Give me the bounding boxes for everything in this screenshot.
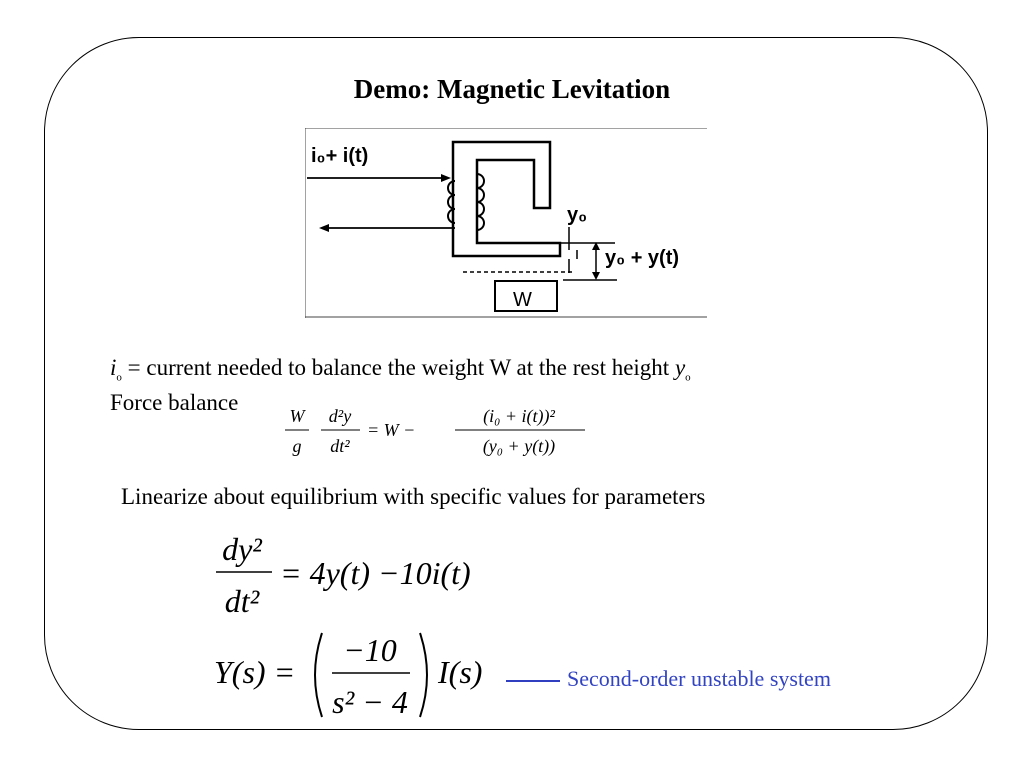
eq1-lhs1-den: g: [292, 436, 302, 456]
eq1-rhs-den: (y₀ + y(t)): [482, 436, 556, 456]
eq3-frac-num: −10: [343, 632, 397, 668]
eq1-rhs-num: (i₀ + i(t))²: [483, 406, 555, 426]
eq2-num: dy²: [222, 531, 262, 567]
rest-gap-label: y₀: [567, 204, 588, 226]
maglev-diagram: [305, 128, 707, 318]
current-subscript: o: [116, 371, 122, 384]
eq1-mid: = W −: [367, 420, 416, 440]
force-balance-label: Force balance: [110, 390, 239, 415]
eq2-den: dt²: [224, 583, 260, 619]
force-balance-equation: [283, 400, 603, 462]
linearize-text: Linearize about equilibrium with specific values for parameters: [121, 484, 706, 509]
current-definition: [110, 355, 691, 384]
eq1-lhs2-num: d²y: [328, 406, 352, 426]
definition-text: = current needed to balance the weight W at the rest height: [121, 355, 675, 380]
eq3-lhs: Y(s) =: [214, 654, 296, 690]
current-symbol: i: [110, 355, 117, 380]
height-subscript: o: [685, 371, 691, 384]
position-label: y₀ + y(t): [605, 247, 680, 269]
input-current-label: i₀+ i(t): [311, 145, 369, 167]
eq1-lhs1-num: W: [289, 406, 305, 426]
annotation-text: Second-order unstable system: [567, 666, 831, 691]
annotation-connector: [506, 680, 560, 682]
transfer-function: [210, 625, 520, 725]
eq3-rhs: I(s): [438, 654, 483, 690]
linearized-ode: [210, 524, 520, 624]
eq3-frac-den: s² − 4: [332, 684, 408, 720]
eq2-rhs: = 4y(t) −10i(t): [280, 555, 471, 591]
eq1-lhs2-den: dt²: [330, 436, 350, 456]
weight-label: W: [513, 289, 532, 311]
height-symbol: y: [674, 355, 686, 380]
slide-title: Demo: Magnetic Levitation: [353, 74, 671, 104]
